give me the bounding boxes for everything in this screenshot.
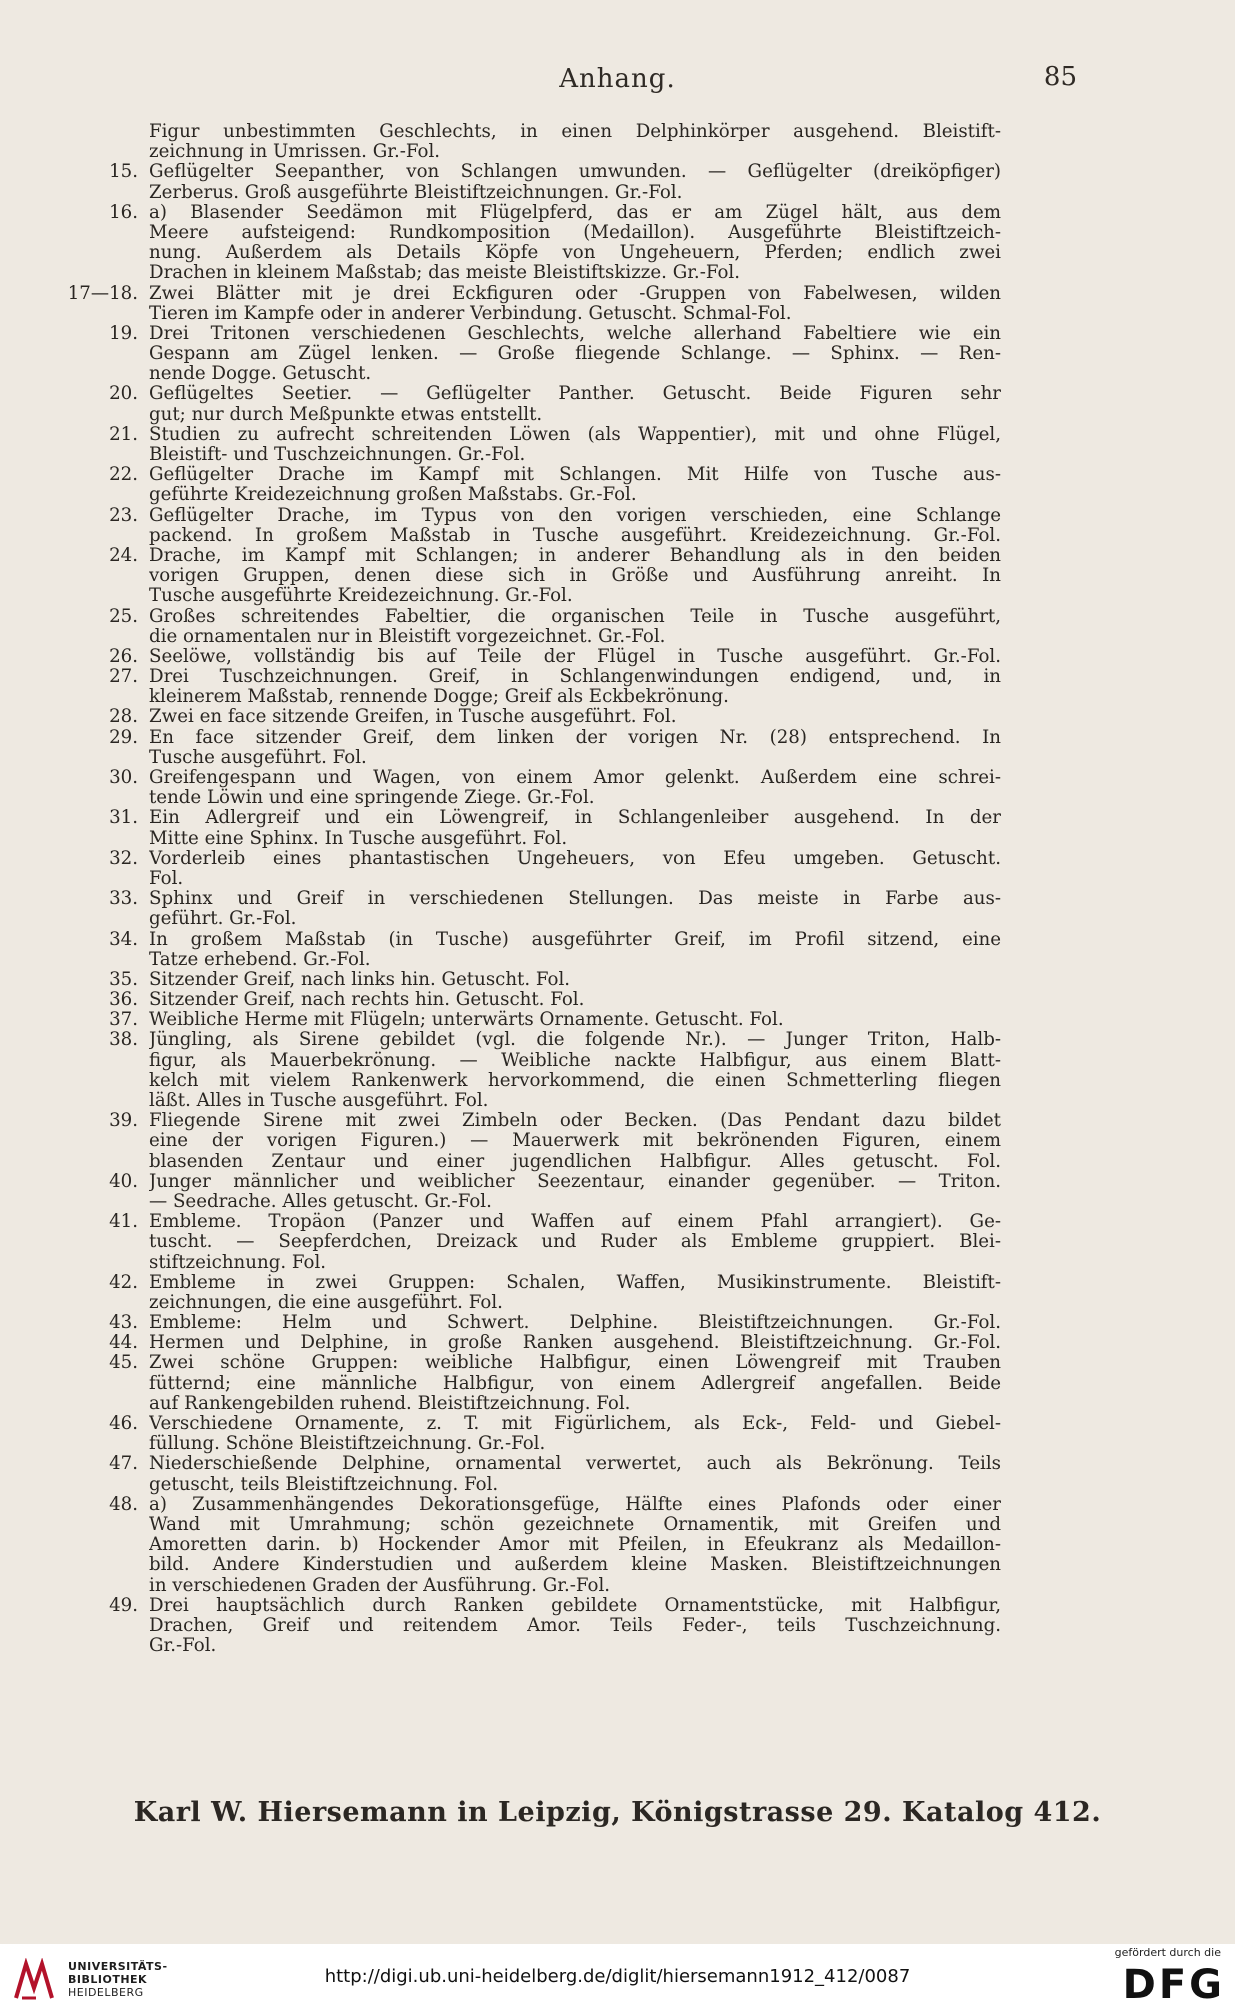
text-line <box>0 1535 1235 1555</box>
text-line <box>0 122 1235 142</box>
entry-text: Großes schreitendes Fabeltier, die organischen Teile in Tusche ausgeführt, <box>149 606 1001 627</box>
text-line <box>0 1596 1235 1616</box>
entry-text: Geflügeltes Seetier. — Geflügelter Panther. Getuscht. Beide Figuren sehr <box>149 384 1001 405</box>
text-line <box>0 748 1235 768</box>
text-line <box>0 1515 1235 1535</box>
entry-number: 28. <box>109 706 138 728</box>
text-line <box>0 707 1235 727</box>
text-line <box>0 728 1235 748</box>
text-line <box>0 1495 1235 1515</box>
entry-number: 25. <box>109 605 138 627</box>
text-line <box>0 506 1235 526</box>
entry-text: Jüngling, als Sirene gebildet (vgl. die folgende Nr.). — Junger Triton, Halb- <box>149 1030 1001 1051</box>
text-line <box>0 667 1235 687</box>
permalink-url[interactable]: http://digi.ub.uni-heidelberg.de/diglit/hiersemann1912_412/0087 <box>324 1966 911 1987</box>
text-line <box>0 1071 1235 1091</box>
entry-text: gut; nur durch Meßpunkte etwas entstellt. <box>149 404 543 425</box>
text-line <box>0 1172 1235 1192</box>
entry-text: Drachen in kleinem Maßstab; das meiste Bleistiftskizze. Gr.-Fol. <box>149 263 741 284</box>
entry-number: 44. <box>109 1332 138 1354</box>
text-line <box>0 405 1235 425</box>
entry-text: Amoretten darin. b) Hockender Amor mit Pfeilen, in Efeukranz als Medaillon- <box>149 1535 1001 1556</box>
text-line <box>0 808 1235 828</box>
entry-text: Embleme in zwei Gruppen: Schalen, Waffen, Musikinstrumente. Bleistift- <box>149 1272 1001 1293</box>
text-line <box>0 1111 1235 1131</box>
entry-number: 27. <box>109 666 138 688</box>
entry-number: 33. <box>109 888 138 910</box>
entry-text: Embleme: Helm und Schwert. Delphine. Bleistiftzeichnungen. Gr.-Fol. <box>149 1313 1001 1334</box>
entry-number: 29. <box>109 726 138 748</box>
text-line <box>0 1293 1235 1313</box>
entry-text: Drache, im Kampf mit Schlangen; in anderer Behandlung als in den beiden <box>149 545 1001 566</box>
entry-number: 49. <box>109 1594 138 1616</box>
entry-number: 48. <box>109 1493 138 1515</box>
entry-text: Weibliche Herme mit Flügeln; unterwärts Ornamente. Getuscht. Fol. <box>149 1010 784 1031</box>
entry-text: In großem Maßstab (in Tusche) ausgeführter Greif, im Profil sitzend, eine <box>149 929 1001 950</box>
entry-text: a) Zusammenhängendes Dekorationsgefüge, Hälfte eines Plafonds oder einer <box>149 1494 1001 1515</box>
entry-text: Mitte eine Sphinx. In Tusche ausgeführt. Fol. <box>149 828 568 849</box>
entry-text: Sitzender Greif, nach rechts hin. Getuscht. Fol. <box>149 990 585 1011</box>
text-line <box>0 162 1235 182</box>
text-line <box>0 829 1235 849</box>
entry-number: 46. <box>109 1413 138 1434</box>
entry-text: Sitzender Greif, nach links hin. Getuscht. Fol. <box>149 969 571 990</box>
library-name-line3: HEIDELBERG <box>68 1986 144 1999</box>
text-line <box>0 344 1235 364</box>
text-line <box>0 950 1235 970</box>
text-line <box>0 869 1235 889</box>
entry-text: Zerberus. Groß ausgeführte Bleistiftzeichnungen. Gr.-Fol. <box>149 182 683 203</box>
text-line <box>0 1374 1235 1394</box>
entry-text: Sphinx und Greif in verschiedenen Stellungen. Das meiste in Farbe aus- <box>149 889 1001 910</box>
entry-number: 39. <box>109 1110 138 1132</box>
entry-text: Embleme. Tropäon (Panzer und Waffen auf einem Pfahl arrangiert). Ge- <box>149 1212 1001 1233</box>
entry-text: tuscht. — Seepferdchen, Dreizack und Ruder als Embleme gruppiert. Blei- <box>149 1232 1001 1253</box>
text-line <box>0 586 1235 606</box>
text-line <box>0 263 1235 283</box>
text-line <box>0 243 1235 263</box>
text-line <box>0 1131 1235 1151</box>
entry-text: kelch mit vielem Rankenwerk hervorkommend, die einen Schmetterling fliegen <box>149 1070 1001 1091</box>
entry-text: Zwei Blätter mit je drei Eckfiguren oder -Gruppen von Fabelwesen, wilden <box>149 283 1001 304</box>
text-line <box>0 607 1235 627</box>
text-line <box>0 1353 1235 1373</box>
text-line <box>0 1555 1235 1575</box>
entry-number: 26. <box>109 645 138 667</box>
text-line <box>0 183 1235 203</box>
entry-text: eine der vorigen Figuren.) — Mauerwerk mit bekrönenden Figuren, einem <box>149 1131 1001 1152</box>
text-line <box>0 384 1235 404</box>
running-head: Anhang. <box>559 64 676 94</box>
entry-text: Hermen und Delphine, in große Ranken ausgehend. Bleistiftzeichnung. Gr.-Fol. <box>149 1333 1001 1354</box>
entry-text: Gr.-Fol. <box>149 1636 217 1657</box>
entry-text: Drei Tuschzeichnungen. Greif, in Schlangenwindungen endigend, und, in <box>149 667 1001 688</box>
text-line <box>0 889 1235 909</box>
entry-text: Gespann am Zügel lenken. — Große fliegende Schlange. — Sphinx. — Ren- <box>149 344 1001 365</box>
entry-text: Drachen, Greif und reitendem Amor. Teils Feder-, teils Tuschzeichnung. <box>149 1615 1001 1636</box>
text-line <box>0 1576 1235 1596</box>
entry-text: vorigen Gruppen, denen diese sich in Größe und Ausführung anreiht. In <box>149 566 1001 587</box>
text-line <box>0 566 1235 586</box>
text-line <box>0 647 1235 667</box>
text-line <box>0 364 1235 384</box>
entry-number: 19. <box>109 322 138 344</box>
text-line <box>0 1212 1235 1232</box>
entry-number: 23. <box>109 504 138 526</box>
entry-text: läßt. Alles in Tusche ausgeführt. Fol. <box>149 1091 489 1111</box>
text-line <box>0 445 1235 465</box>
entry-text: packend. In großem Maßstab in Tusche ausgeführt. Kreidezeichnung. Gr.-Fol. <box>149 525 1001 546</box>
text-line <box>0 1414 1235 1434</box>
entry-number: 37. <box>109 1009 138 1031</box>
text-line <box>0 930 1235 950</box>
text-line <box>0 1253 1235 1273</box>
library-name-line1: UNIVERSITÄTS- <box>68 1960 168 1973</box>
text-line <box>0 849 1235 869</box>
text-line <box>0 1333 1235 1353</box>
text-line <box>0 1091 1235 1111</box>
catalog-footer: Karl W. Hiersemann in Leipzig, Königstrasse 29. Katalog 412. <box>133 1797 1102 1828</box>
entry-text: stiftzeichnung. Fol. <box>149 1252 327 1273</box>
library-name-line2: BIBLIOTHEK <box>68 1973 148 1986</box>
entry-text: Fol. <box>149 868 184 889</box>
dfg-logo: DFG <box>1122 1962 1225 2008</box>
entry-text: Wand mit Umrahmung; schön gezeichnete Ornamentik, mit Greifen und <box>149 1514 1001 1535</box>
text-line <box>0 324 1235 344</box>
entry-text: Junger männlicher und weiblicher Seezentaur, einander gegenüber. — Triton. <box>149 1171 1001 1192</box>
text-line <box>0 485 1235 505</box>
entry-number: 47. <box>109 1453 138 1475</box>
text-line <box>0 142 1235 162</box>
entry-text: Drei Tritonen verschiedenen Geschlechts, welche allerhand Fabeltiere wie ein <box>149 323 1001 344</box>
entry-text: geführte Kreidezeichnung großen Maßstabs. Gr.-Fol. <box>149 485 637 506</box>
entry-text: geführt. Gr.-Fol. <box>149 909 297 930</box>
entry-text: kleinerem Maßstab, rennende Dogge; Greif als Eckbekrönung. <box>149 687 729 708</box>
text-line <box>0 465 1235 485</box>
funding-caption: gefördert durch die <box>1114 1946 1221 1959</box>
entry-number: 22. <box>109 464 138 486</box>
text-line <box>0 1273 1235 1293</box>
text-line <box>0 1394 1235 1414</box>
text-line <box>0 1434 1235 1454</box>
text-line <box>0 1475 1235 1495</box>
entry-text: Geflügelter Seepanther, von Schlangen umwunden. — Geflügelter (dreiköpfiger) <box>149 162 1001 183</box>
text-line <box>0 203 1235 223</box>
entry-text: bild. Andere Kinderstudien und außerdem kleine Masken. Bleistiftzeichnungen <box>149 1555 1001 1576</box>
text-line <box>0 546 1235 566</box>
text-line <box>0 1232 1235 1252</box>
text-line <box>0 425 1235 445</box>
entry-text: auf Rankengebilden ruhend. Bleistiftzeichnung. Fol. <box>149 1393 631 1414</box>
entry-number: 43. <box>109 1312 138 1334</box>
entry-text: füllung. Schöne Bleistiftzeichnung. Gr.-Fol. <box>149 1434 546 1455</box>
entry-text: Greifengespann und Wagen, von einem Amor gelenkt. Außerdem eine schrei- <box>149 768 1001 788</box>
entry-text: Tusche ausgeführt. Fol. <box>149 747 367 768</box>
catalog-entries <box>0 122 1235 1656</box>
text-line <box>0 1636 1235 1656</box>
entry-text: a) Blasender Seedämon mit Flügelpferd, das er am Zügel hält, aus dem <box>149 202 1001 223</box>
entry-number: 16. <box>109 201 138 223</box>
text-line <box>0 970 1235 990</box>
entry-number: 24. <box>109 544 138 566</box>
text-line <box>0 1313 1235 1333</box>
entry-number: 32. <box>109 847 138 869</box>
entry-text: Verschiedene Ornamente, z. T. mit Figürlichem, als Eck-, Feld- und Giebel- <box>149 1414 1001 1434</box>
page-number: 85 <box>1043 62 1077 92</box>
text-line <box>0 1051 1235 1071</box>
entry-text: getuscht, teils Bleistiftzeichnung. Fol. <box>149 1474 499 1495</box>
entry-text: Seelöwe, vollständig bis auf Teile der Flügel in Tusche ausgeführt. Gr.-Fol. <box>149 646 1001 667</box>
text-line <box>0 1030 1235 1050</box>
entry-number: 21. <box>109 423 138 445</box>
entry-text: Zwei schöne Gruppen: weibliche Halbfigur, einen Löwengreif mit Trauben <box>149 1353 1001 1374</box>
digitization-bar <box>0 1944 1235 2013</box>
entry-number: 41. <box>109 1211 138 1233</box>
entry-number: 15. <box>109 161 138 183</box>
entry-text: fütternd; eine männliche Halbfigur, von einem Adlergreif angefallen. Beide <box>149 1373 1001 1394</box>
entry-text: in verschiedenen Graden der Ausführung. Gr.-Fol. <box>149 1575 611 1596</box>
entry-text: blasenden Zentaur und einer jugendlichen Halbfigur. Alles getuscht. Fol. <box>149 1151 1001 1172</box>
entry-number: 36. <box>109 989 138 1011</box>
entry-text: Zwei en face sitzende Greifen, in Tusche ausgeführt. Fol. <box>149 707 677 728</box>
text-line <box>0 1152 1235 1172</box>
entry-number: 40. <box>109 1170 138 1192</box>
entry-text: Vorderleib eines phantastischen Ungeheuers, von Efeu umgeben. Getuscht. <box>149 848 1001 869</box>
entry-text: En face sitzender Greif, dem linken der vorigen Nr. (28) entsprechend. In <box>149 727 1001 748</box>
entry-text: nung. Außerdem als Details Köpfe von Ungeheuern, Pferden; endlich zwei <box>149 243 1001 264</box>
entry-text: Studien zu aufrecht schreitenden Löwen (als Wappentier), mit und ohne Flügel, <box>149 424 1001 445</box>
entry-text: Niederschießende Delphine, ornamental verwertet, auch als Bekrönung. Teils <box>149 1454 1001 1475</box>
text-line <box>0 627 1235 647</box>
entry-text: Bleistift- und Tuschzeichnungen. Gr.-Fol. <box>149 445 526 465</box>
text-line <box>0 788 1235 808</box>
text-line <box>0 990 1235 1010</box>
entry-text: Fliegende Sirene mit zwei Zimbeln oder Becken. (Das Pendant dazu bildet <box>149 1111 1001 1132</box>
entry-text: Meere aufsteigend: Rundkomposition (Medaillon). Ausgeführte Bleistiftzeich- <box>149 222 1001 243</box>
text-line <box>0 909 1235 929</box>
entry-number: 20. <box>109 383 138 405</box>
entry-number: 34. <box>109 928 138 950</box>
entry-text: — Seedrache. Alles getuscht. Gr.-Fol. <box>149 1191 492 1212</box>
entry-text: zeichnungen, die eine ausgeführt. Fol. <box>149 1292 503 1313</box>
text-line <box>0 304 1235 324</box>
entry-text: zeichnung in Umrissen. Gr.-Fol. <box>149 142 441 163</box>
entry-text: nende Dogge. Getuscht. <box>149 364 372 385</box>
entry-text: figur, als Mauerbekrönung. — Weibliche nackte Halbfigur, aus einem Blatt- <box>149 1050 1001 1071</box>
text-line <box>0 526 1235 546</box>
entry-number: 42. <box>109 1271 138 1293</box>
text-line <box>0 1010 1235 1030</box>
text-line <box>0 1454 1235 1474</box>
entry-text: tende Löwin und eine springende Ziege. Gr.-Fol. <box>149 788 595 809</box>
text-line <box>0 223 1235 243</box>
entry-number: 17—18. <box>67 282 138 304</box>
page-header <box>0 60 1235 100</box>
text-line <box>0 687 1235 707</box>
entry-text: die ornamentalen nur in Bleistift vorgezeichnet. Gr.-Fol. <box>149 626 666 647</box>
entry-number: 31. <box>109 807 138 829</box>
entry-text: Ein Adlergreif und ein Löwengreif, in Schlangenleiber ausgehend. In der <box>149 808 1001 829</box>
entry-number: 45. <box>109 1352 138 1374</box>
entry-text: Tieren im Kampfe oder in anderer Verbindung. Getuscht. Schmal-Fol. <box>149 303 792 324</box>
entry-number: 30. <box>109 767 138 788</box>
text-line <box>0 284 1235 304</box>
entry-text: Geflügelter Drache, im Typus von den vorigen verschieden, eine Schlange <box>149 505 1001 526</box>
entry-text: Drei hauptsächlich durch Ranken gebildete Ornamentstücke, mit Halbfigur, <box>149 1595 1001 1616</box>
entry-number: 35. <box>109 968 138 990</box>
entry-text: Figur unbestimmten Geschlechts, in einen Delphinkörper ausgehend. Bleistift- <box>149 122 1001 142</box>
entry-text: Tatze erhebend. Gr.-Fol. <box>149 949 371 970</box>
entry-text: Tusche ausgeführte Kreidezeichnung. Gr.-Fol. <box>149 586 573 607</box>
entry-number: 38. <box>109 1029 138 1051</box>
entry-text: Geflügelter Drache im Kampf mit Schlangen. Mit Hilfe von Tusche aus- <box>149 465 1001 486</box>
text-line <box>0 768 1235 788</box>
text-line <box>0 1616 1235 1636</box>
text-line <box>0 1192 1235 1212</box>
